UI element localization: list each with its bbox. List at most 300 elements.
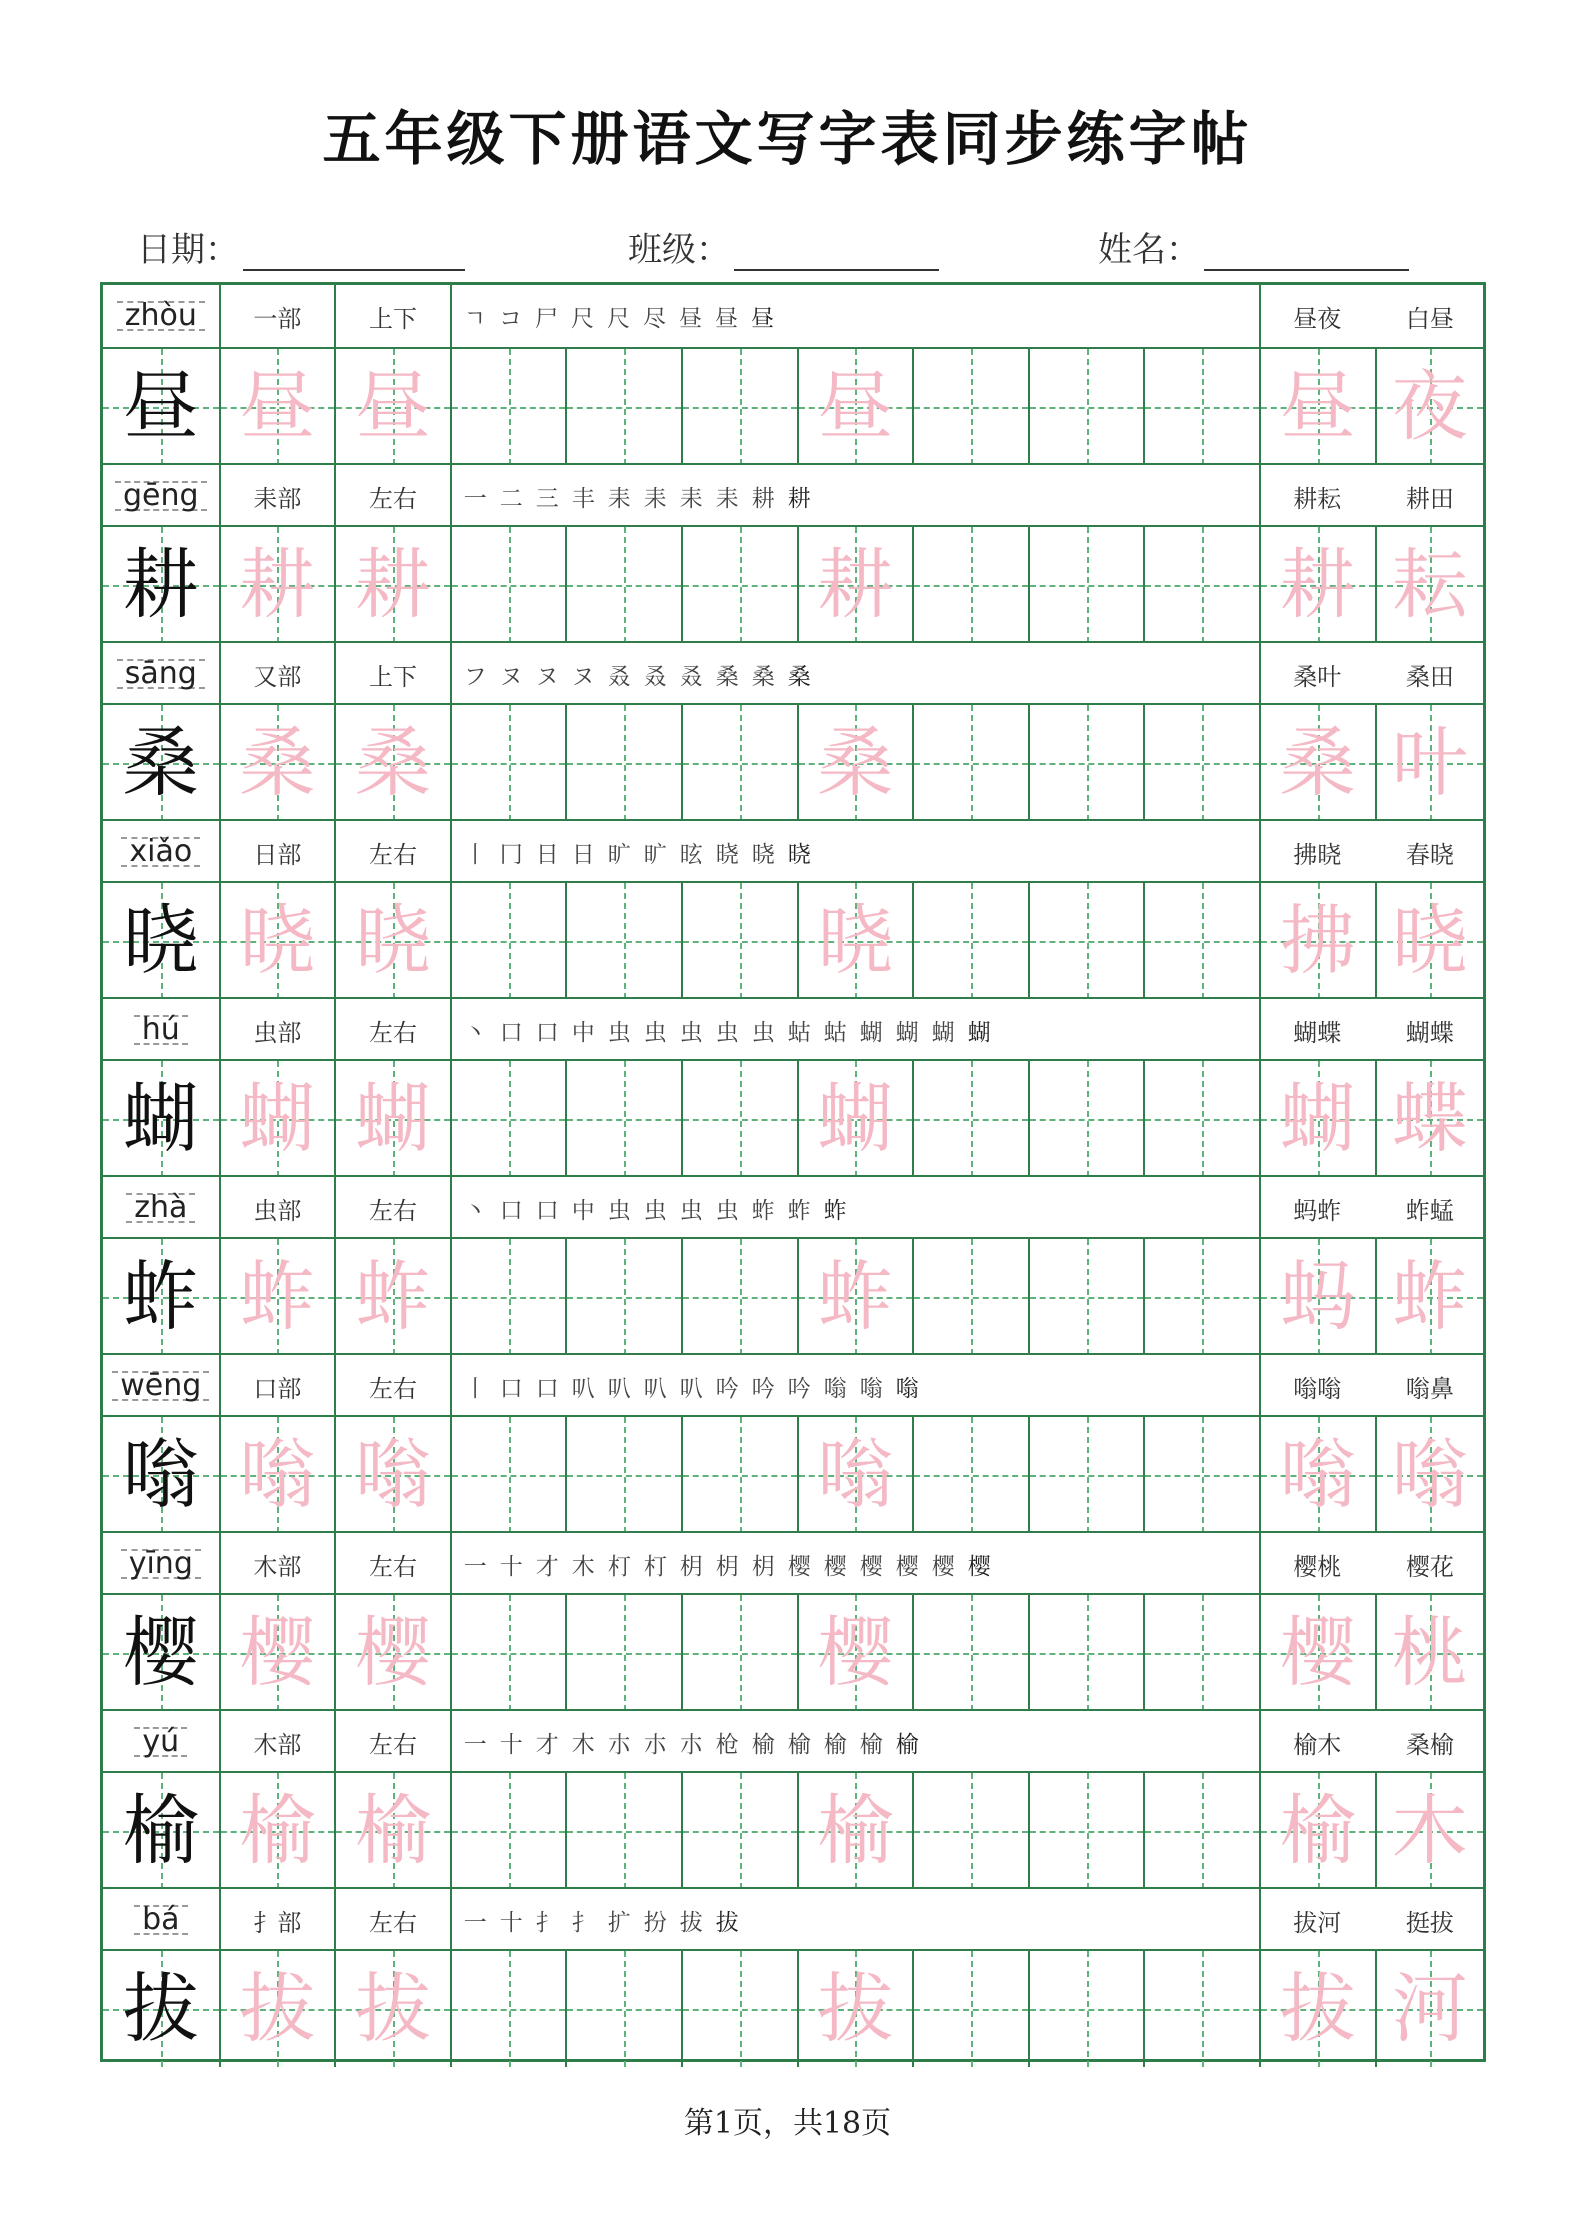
writing-row (103, 703, 1483, 821)
structure-cell: 上下 (334, 643, 450, 705)
trace-char: 樱 (817, 1608, 894, 1697)
writing-row (103, 1593, 1483, 1711)
practice-box[interactable] (1143, 1773, 1259, 1889)
pinyin-text: zhòu (117, 301, 205, 331)
stroke-step: 口 (499, 1197, 523, 1224)
stroke-step: 中 (571, 1019, 595, 1046)
word-example: 桑田 (1405, 662, 1454, 691)
model-char: 昼 (122, 362, 199, 451)
writing-row (103, 1415, 1483, 1533)
practice-box[interactable] (1028, 1773, 1144, 1889)
stroke-step: 晓 (787, 841, 811, 868)
practice-box[interactable] (1143, 1417, 1259, 1533)
practice-box[interactable] (219, 1417, 335, 1533)
practice-box[interactable] (681, 883, 797, 999)
model-char-box (103, 1951, 219, 2067)
practice-box[interactable] (1375, 1595, 1483, 1711)
stroke-step: 中 (571, 1197, 595, 1224)
practice-box[interactable] (681, 1951, 797, 2067)
practice-box[interactable] (450, 883, 566, 999)
practice-box[interactable] (1028, 1417, 1144, 1533)
practice-box[interactable] (1259, 1239, 1375, 1355)
radical-cell: 虫部 (219, 1177, 335, 1239)
stroke-step: 扌 (571, 1909, 595, 1936)
practice-box[interactable] (1143, 1239, 1259, 1355)
practice-box[interactable] (1143, 349, 1259, 465)
practice-box[interactable] (912, 349, 1028, 465)
trace-char: 拔 (1279, 1964, 1356, 2053)
stroke-step: 晓 (715, 841, 739, 868)
stroke-step: 虫 (715, 1197, 739, 1224)
structure-cell: 左右 (334, 1889, 450, 1951)
practice-box[interactable] (681, 1061, 797, 1177)
practice-box[interactable] (797, 527, 913, 643)
stroke-step: 虫 (715, 1019, 739, 1046)
stroke-step: 冂 (499, 841, 523, 868)
practice-box[interactable] (1143, 527, 1259, 643)
stroke-step: 榆 (823, 1731, 847, 1758)
word-example: 白昼 (1405, 304, 1454, 333)
practice-box[interactable] (681, 705, 797, 821)
stroke-step: 日 (571, 841, 595, 868)
practice-box[interactable] (1259, 527, 1375, 643)
practice-box[interactable] (219, 705, 335, 821)
stroke-step: 樱 (967, 1553, 991, 1580)
practice-box[interactable] (681, 1595, 797, 1711)
practice-box[interactable] (1375, 1951, 1483, 2067)
practice-box[interactable] (1375, 883, 1483, 999)
pinyin-text: sāng (117, 659, 205, 689)
stroke-step: 十 (499, 1553, 523, 1580)
stroke-step: 耕 (787, 485, 811, 512)
stroke-step: 吟 (715, 1375, 739, 1402)
practice-box[interactable] (334, 1417, 450, 1533)
model-char-box (103, 705, 219, 821)
practice-box[interactable] (334, 1061, 450, 1177)
stroke-step: ヌ (571, 663, 595, 690)
stroke-step: 叭 (571, 1375, 595, 1402)
trace-char: 蝴 (239, 1074, 316, 1163)
practice-box[interactable] (912, 1595, 1028, 1711)
stroke-step: 叭 (607, 1375, 631, 1402)
practice-box[interactable] (1028, 1061, 1144, 1177)
pinyin-cell (103, 465, 219, 527)
trace-char: 樱 (354, 1608, 431, 1697)
practice-box[interactable] (912, 1773, 1028, 1889)
stroke-step: 一 (463, 485, 487, 512)
practice-box[interactable] (450, 349, 566, 465)
stroke-step: 樱 (931, 1553, 955, 1580)
stroke-order-cell (450, 821, 1259, 883)
structure-cell: 左右 (334, 821, 450, 883)
stroke-step: 蛄 (787, 1019, 811, 1046)
practice-box[interactable] (450, 1773, 566, 1889)
practice-box[interactable] (1143, 1061, 1259, 1177)
pinyin-cell (103, 821, 219, 883)
trace-char: 夜 (1391, 362, 1468, 451)
word-example: 嗡嗡 (1293, 1374, 1342, 1403)
practice-box[interactable] (565, 1239, 681, 1355)
stroke-step: 口 (535, 1019, 559, 1046)
stroke-step: 口 (499, 1375, 523, 1402)
practice-box[interactable] (1028, 883, 1144, 999)
pinyin-cell (103, 285, 219, 347)
structure-cell: 左右 (334, 1711, 450, 1773)
practice-box[interactable] (912, 883, 1028, 999)
practice-box[interactable] (1259, 349, 1375, 465)
practice-box[interactable] (565, 883, 681, 999)
model-char: 拔 (122, 1964, 199, 2053)
structure-cell: 左右 (334, 999, 450, 1061)
word-example: 昼夜 (1293, 304, 1342, 333)
practice-box[interactable] (450, 1417, 566, 1533)
stroke-step: 叒 (607, 663, 631, 690)
model-char-box (103, 883, 219, 999)
radical-cell: 又部 (219, 643, 335, 705)
stroke-step: 蝴 (967, 1019, 991, 1046)
practice-box[interactable] (912, 1951, 1028, 2067)
words-cell (1259, 999, 1486, 1061)
practice-box[interactable] (1028, 1595, 1144, 1711)
word-example: 蚂蚱 (1293, 1196, 1342, 1225)
stroke-step: 才 (535, 1553, 559, 1580)
practice-box[interactable] (797, 1417, 913, 1533)
practice-box[interactable] (797, 883, 913, 999)
words-cell (1259, 1355, 1486, 1417)
date-field (137, 222, 465, 271)
pinyin-cell (103, 1889, 219, 1951)
stroke-step: 一 (463, 1731, 487, 1758)
practice-box[interactable] (1259, 1595, 1375, 1711)
stroke-step: 木 (571, 1553, 595, 1580)
stroke-order-cell (450, 1177, 1259, 1239)
structure-cell: 左右 (334, 465, 450, 527)
stroke-step: 榆 (787, 1731, 811, 1758)
stroke-order-cell (450, 1355, 1259, 1417)
trace-char: 晓 (817, 896, 894, 985)
practice-box[interactable] (219, 1061, 335, 1177)
pinyin-text: zhà (126, 1193, 195, 1223)
practice-box[interactable] (1028, 705, 1144, 821)
practice-box[interactable] (334, 1773, 450, 1889)
info-row (103, 1709, 1483, 1773)
practice-box[interactable] (681, 527, 797, 643)
name-blank[interactable] (1204, 233, 1409, 271)
radical-cell: 木部 (219, 1533, 335, 1595)
practice-box[interactable] (1259, 1951, 1375, 2067)
practice-box[interactable] (334, 527, 450, 643)
stroke-step: 叒 (643, 663, 667, 690)
practice-box[interactable] (334, 1595, 450, 1711)
trace-char: 昼 (354, 362, 431, 451)
practice-box[interactable] (219, 1595, 335, 1711)
stroke-step: 虫 (643, 1019, 667, 1046)
practice-box[interactable] (219, 1239, 335, 1355)
info-row (103, 819, 1483, 883)
practice-box[interactable] (565, 1417, 681, 1533)
writing-row (103, 1059, 1483, 1177)
stroke-step: ヌ (535, 663, 559, 690)
trace-char: 昼 (239, 362, 316, 451)
words-cell (1259, 1889, 1486, 1951)
writing-row (103, 1771, 1483, 1889)
practice-box[interactable] (912, 1239, 1028, 1355)
trace-char: 桑 (1279, 718, 1356, 807)
practice-box[interactable] (912, 1417, 1028, 1533)
stroke-order-cell (450, 285, 1259, 347)
practice-box[interactable] (797, 1951, 913, 2067)
stroke-step: 朩 (643, 1731, 667, 1758)
stroke-step: 桑 (787, 663, 811, 690)
practice-box[interactable] (1375, 349, 1483, 465)
stroke-step: 樱 (823, 1553, 847, 1580)
trace-char: 樱 (1279, 1608, 1356, 1697)
trace-char: 木 (1391, 1786, 1468, 1875)
trace-char: 昼 (817, 362, 894, 451)
trace-char: 河 (1391, 1964, 1468, 2053)
practice-box[interactable] (797, 349, 913, 465)
trace-char: 耕 (354, 540, 431, 629)
practice-box[interactable] (219, 883, 335, 999)
stroke-order-cell (450, 1711, 1259, 1773)
practice-box[interactable] (450, 1061, 566, 1177)
stroke-step: 虫 (607, 1019, 631, 1046)
stroke-step: 桑 (751, 663, 775, 690)
trace-char: 桑 (239, 718, 316, 807)
structure-cell: 左右 (334, 1533, 450, 1595)
practice-box[interactable] (797, 1061, 913, 1177)
practice-box[interactable] (1375, 527, 1483, 643)
stroke-step: 丨 (463, 1375, 487, 1402)
practice-box[interactable] (565, 1951, 681, 2067)
model-char-box (103, 1417, 219, 1533)
practice-box[interactable] (1143, 883, 1259, 999)
practice-box[interactable] (912, 1061, 1028, 1177)
stroke-step: 嗡 (895, 1375, 919, 1402)
stroke-step: 吟 (751, 1375, 775, 1402)
stroke-step: 十 (499, 1731, 523, 1758)
practice-box[interactable] (219, 527, 335, 643)
practice-box[interactable] (797, 705, 913, 821)
practice-box[interactable] (1375, 1773, 1483, 1889)
trace-char: 榆 (354, 1786, 431, 1875)
stroke-step: 蝴 (859, 1019, 883, 1046)
stroke-step: 枂 (751, 1553, 775, 1580)
practice-box[interactable] (334, 883, 450, 999)
words-cell (1259, 285, 1486, 347)
practice-box[interactable] (1143, 1951, 1259, 2067)
practice-box[interactable] (450, 1239, 566, 1355)
radical-cell: 日部 (219, 821, 335, 883)
model-char: 桑 (122, 718, 199, 807)
stroke-order-cell (450, 999, 1259, 1061)
trace-char: 晓 (239, 896, 316, 985)
practice-box[interactable] (681, 1773, 797, 1889)
structure-cell: 上下 (334, 285, 450, 347)
class-label: 班级： (628, 230, 730, 270)
radical-cell: 木部 (219, 1711, 335, 1773)
stroke-step: 耒 (643, 485, 667, 512)
practice-box[interactable] (797, 1595, 913, 1711)
stroke-step: 丰 (571, 485, 595, 512)
words-cell (1259, 1711, 1486, 1773)
stroke-step: 口 (535, 1375, 559, 1402)
stroke-step: 蚱 (823, 1197, 847, 1224)
stroke-step: 尺 (571, 305, 595, 332)
stroke-step: 旷 (607, 841, 631, 868)
practice-box[interactable] (681, 349, 797, 465)
practice-box[interactable] (334, 1951, 450, 2067)
practice-box[interactable] (912, 705, 1028, 821)
stroke-step: 虫 (607, 1197, 631, 1224)
stroke-step: 一 (463, 1909, 487, 1936)
stroke-step: 虫 (751, 1019, 775, 1046)
model-char-box (103, 1061, 219, 1177)
practice-box[interactable] (797, 1773, 913, 1889)
trace-char: 桑 (354, 718, 431, 807)
practice-box[interactable] (1028, 349, 1144, 465)
info-row (103, 1353, 1483, 1417)
word-example: 樱桃 (1293, 1552, 1342, 1581)
structure-cell: 左右 (334, 1355, 450, 1417)
practice-box[interactable] (1259, 883, 1375, 999)
practice-box[interactable] (1375, 1239, 1483, 1355)
trace-char: 蝴 (354, 1074, 431, 1163)
stroke-step: 旷 (643, 841, 667, 868)
practice-box[interactable] (1375, 705, 1483, 821)
practice-box[interactable] (565, 705, 681, 821)
stroke-step: 拔 (715, 1909, 739, 1936)
trace-char: 拔 (239, 1964, 316, 2053)
practice-box[interactable] (1259, 1061, 1375, 1177)
trace-char: 昼 (1279, 362, 1356, 451)
practice-box[interactable] (1259, 1773, 1375, 1889)
stroke-step: 虫 (679, 1019, 703, 1046)
date-blank[interactable] (243, 233, 465, 271)
word-example: 拔河 (1293, 1908, 1342, 1937)
name-field (1098, 222, 1409, 271)
writing-row (103, 525, 1483, 643)
trace-char: 蝶 (1391, 1074, 1468, 1163)
pinyin-text: yīng (121, 1549, 201, 1579)
pinyin-cell (103, 1355, 219, 1417)
pinyin-cell (103, 999, 219, 1061)
stroke-step: コ (499, 305, 523, 332)
class-blank[interactable] (734, 233, 939, 271)
practice-box[interactable] (565, 527, 681, 643)
practice-box[interactable] (450, 1951, 566, 2067)
stroke-step: 木 (571, 1731, 595, 1758)
trace-char: 晓 (354, 896, 431, 985)
practice-box[interactable] (565, 349, 681, 465)
stroke-step: 口 (499, 1019, 523, 1046)
practice-box[interactable] (450, 527, 566, 643)
trace-char: 耕 (817, 540, 894, 629)
stroke-step: 三 (535, 485, 559, 512)
practice-box[interactable] (219, 349, 335, 465)
practice-box[interactable] (1028, 527, 1144, 643)
practice-box[interactable] (334, 1239, 450, 1355)
stroke-step: 枂 (715, 1553, 739, 1580)
stroke-step: フ (463, 663, 487, 690)
practice-box[interactable] (1028, 1951, 1144, 2067)
trace-char: 蝴 (817, 1074, 894, 1163)
practice-box[interactable] (681, 1239, 797, 1355)
stroke-step: 拔 (679, 1909, 703, 1936)
model-char: 蝴 (122, 1074, 199, 1163)
words-cell (1259, 1177, 1486, 1239)
practice-box[interactable] (1259, 705, 1375, 821)
radical-cell: 耒部 (219, 465, 335, 527)
stroke-order-cell (450, 465, 1259, 527)
trace-char: 樱 (239, 1608, 316, 1697)
practice-box[interactable] (681, 1417, 797, 1533)
trace-char: 耕 (1279, 540, 1356, 629)
stroke-step: 耒 (715, 485, 739, 512)
stroke-step: 耒 (679, 485, 703, 512)
practice-box[interactable] (1375, 1061, 1483, 1177)
practice-box[interactable] (219, 1773, 335, 1889)
words-cell (1259, 821, 1486, 883)
practice-box[interactable] (334, 349, 450, 465)
practice-box[interactable] (912, 527, 1028, 643)
stroke-step: 十 (499, 1909, 523, 1936)
practice-box[interactable] (450, 705, 566, 821)
word-example: 桑叶 (1293, 662, 1342, 691)
practice-box[interactable] (219, 1951, 335, 2067)
stroke-step: 昼 (751, 305, 775, 332)
word-example: 挺拔 (1405, 1908, 1454, 1937)
pinyin-cell (103, 1533, 219, 1595)
trace-char: 桑 (817, 718, 894, 807)
practice-box[interactable] (1375, 1417, 1483, 1533)
stroke-step: 二 (499, 485, 523, 512)
practice-sheet (100, 282, 1486, 2062)
practice-box[interactable] (1028, 1239, 1144, 1355)
practice-box[interactable] (565, 1773, 681, 1889)
model-char: 嗡 (122, 1430, 199, 1519)
pinyin-cell (103, 643, 219, 705)
stroke-step: 才 (535, 1731, 559, 1758)
trace-char: 蚱 (817, 1252, 894, 1341)
practice-box[interactable] (1259, 1417, 1375, 1533)
stroke-step: 朩 (679, 1731, 703, 1758)
stroke-step: 晓 (751, 841, 775, 868)
trace-char: 蚂 (1279, 1252, 1356, 1341)
stroke-step: 虫 (643, 1197, 667, 1224)
model-char-box (103, 1773, 219, 1889)
trace-char: 榆 (817, 1786, 894, 1875)
model-char-box (103, 527, 219, 643)
radical-cell: 扌部 (219, 1889, 335, 1951)
practice-box[interactable] (797, 1239, 913, 1355)
stroke-step: 蝴 (931, 1019, 955, 1046)
practice-box[interactable] (334, 705, 450, 821)
info-row (103, 1175, 1483, 1239)
model-char-box (103, 1595, 219, 1711)
stroke-step: 耕 (751, 485, 775, 512)
practice-box[interactable] (565, 1061, 681, 1177)
stroke-step: 樱 (895, 1553, 919, 1580)
info-row (103, 997, 1483, 1061)
practice-box[interactable] (565, 1595, 681, 1711)
practice-box[interactable] (1143, 1595, 1259, 1711)
stroke-step: 榆 (859, 1731, 883, 1758)
practice-box[interactable] (450, 1595, 566, 1711)
practice-box[interactable] (1143, 705, 1259, 821)
word-example: 蚱蜢 (1405, 1196, 1454, 1225)
stroke-step: 吟 (787, 1375, 811, 1402)
